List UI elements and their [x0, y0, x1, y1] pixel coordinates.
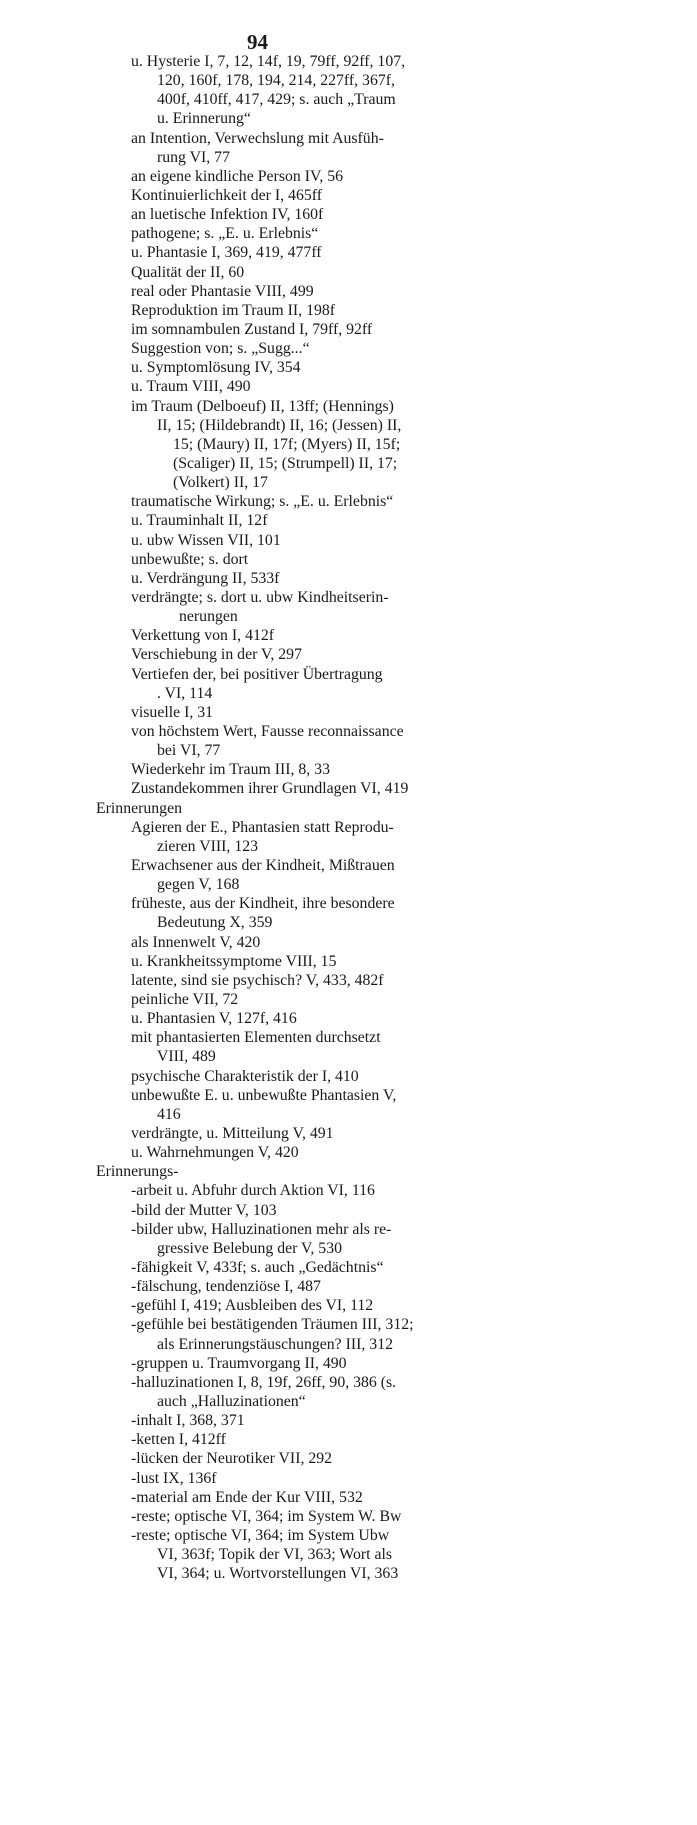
index-line: Wiederkehr im Traum III, 8, 33: [131, 761, 330, 778]
index-line: -reste; optische VI, 364; im System W. Bw: [131, 1508, 402, 1525]
index-line: gegen V, 168: [157, 876, 240, 893]
index-line: 15; (Maury) II, 17f; (Myers) II, 15f;: [173, 436, 401, 453]
index-line: u. Krankheitssymptome VIII, 15: [131, 953, 337, 970]
index-line: u. Erinnerung“: [157, 110, 251, 127]
index-line: gressive Belebung der V, 530: [157, 1240, 343, 1257]
index-line: . VI, 114: [157, 685, 213, 702]
index-line: -ketten I, 412ff: [131, 1431, 226, 1448]
index-line: Agieren der E., Phantasien statt Reprodu-: [131, 819, 394, 836]
index-line: im Traum (Delboeuf) II, 13ff; (Hennings): [131, 398, 394, 415]
index-line: u. Traum VIII, 490: [131, 378, 251, 395]
index-line: VIII, 489: [157, 1048, 216, 1065]
index-line: zieren VIII, 123: [157, 838, 259, 855]
index-line: als Erinnerungstäuschungen? III, 312: [157, 1336, 394, 1353]
index-line: pathogene; s. „E. u. Erlebnis“: [131, 225, 319, 242]
index-line: Bedeutung X, 359: [157, 914, 273, 931]
index-line: (Volkert) II, 17: [173, 474, 268, 491]
index-line: peinliche VII, 72: [131, 991, 239, 1008]
index-line: Zustandekommen ihrer Grundlagen VI, 419: [131, 780, 409, 797]
index-line: -fälschung, tendenziöse I, 487: [131, 1278, 321, 1295]
index-line: -lücken der Neurotiker VII, 292: [131, 1450, 333, 1467]
index-line: u. Symptomlösung IV, 354: [131, 359, 301, 376]
index-line: -lust IX, 136f: [131, 1470, 217, 1487]
index-line: u. Wahrnehmungen V, 420: [131, 1144, 299, 1161]
index-line: u. Phantasie I, 369, 419, 477ff: [131, 244, 322, 261]
index-line: u. Hysterie I, 7, 12, 14f, 19, 79ff, 92ff, 107,: [131, 53, 406, 70]
index-line: -gruppen u. Traumvorgang II, 490: [131, 1355, 347, 1372]
index-line: an luetische Infektion IV, 160f: [131, 206, 324, 223]
index-line: latente, sind sie psychisch? V, 433, 482f: [131, 972, 384, 989]
index-line: 416: [157, 1106, 181, 1123]
index-line: an Intention, Verwechslung mit Ausfüh-: [131, 130, 384, 147]
index-line: im somnambulen Zustand I, 79ff, 92ff: [131, 321, 373, 338]
index-line: -inhalt I, 368, 371: [131, 1412, 245, 1429]
index-line: -gefühl I, 419; Ausbleiben des VI, 112: [131, 1297, 374, 1314]
index-line: -halluzinationen I, 8, 19f, 26ff, 90, 386 (s.: [131, 1374, 397, 1391]
index-line: mit phantasierten Elementen durchsetzt: [131, 1029, 381, 1046]
index-line: Vertiefen der, bei positiver Übertragung: [131, 666, 383, 683]
index-line: -bilder ubw, Halluzinationen mehr als re-: [131, 1221, 392, 1238]
index-line: Suggestion von; s. „Sugg...“: [131, 340, 310, 357]
index-line: u. Trauminhalt II, 12f: [131, 512, 268, 529]
index-line: nerungen: [179, 608, 238, 625]
index-line: als Innenwelt V, 420: [131, 934, 261, 951]
index-line: VI, 364; u. Wortvorstellungen VI, 363: [157, 1565, 399, 1582]
index-line: -arbeit u. Abfuhr durch Aktion VI, 116: [131, 1182, 375, 1199]
index-line: -material am Ende der Kur VIII, 532: [131, 1489, 363, 1506]
index-line: u. Phantasien V, 127f, 416: [131, 1010, 297, 1027]
index-line: VI, 363f; Topik der VI, 363; Wort als: [157, 1546, 392, 1563]
index-line: -fähigkeit V, 433f; s. auch „Gedächtnis“: [131, 1259, 384, 1276]
index-line: Erinnerungs-: [96, 1163, 179, 1180]
index-line: auch „Halluzinationen“: [157, 1393, 306, 1410]
index-line: Erwachsener aus der Kindheit, Mißtrauen: [131, 857, 395, 874]
index-line: real oder Phantasie VIII, 499: [131, 283, 314, 300]
index-line: II, 15; (Hildebrandt) II, 16; (Jessen) II,: [157, 417, 402, 434]
index-line: unbewußte; s. dort: [131, 551, 249, 568]
index-line: Qualität der II, 60: [131, 264, 245, 281]
index-line: rung VI, 77: [157, 149, 230, 166]
index-line: bei VI, 77: [157, 742, 221, 759]
index-line: 120, 160f, 178, 194, 214, 227ff, 367f,: [157, 72, 395, 89]
page-number: 94: [247, 30, 268, 54]
index-line: traumatische Wirkung; s. „E. u. Erlebnis“: [131, 493, 394, 510]
index-line: Reproduktion im Traum II, 198f: [131, 302, 336, 319]
index-line: 400f, 410ff, 417, 429; s. auch „Traum: [157, 91, 396, 108]
index-line: früheste, aus der Kindheit, ihre besondere: [131, 895, 395, 912]
index-line: Verkettung von I, 412f: [131, 627, 275, 644]
index-line: Erinnerungen: [96, 800, 182, 817]
index-line: Kontinuierlichkeit der I, 465ff: [131, 187, 322, 204]
index-line: -gefühle bei bestätigenden Träumen III, 312;: [131, 1316, 414, 1333]
index-line: verdrängte; s. dort u. ubw Kindheitserin-: [131, 589, 389, 606]
index-line: -reste; optische VI, 364; im System Ubw: [131, 1527, 390, 1544]
index-line: von höchstem Wert, Fausse reconnaissance: [131, 723, 404, 740]
index-line: u. Verdrängung II, 533f: [131, 570, 280, 587]
index-line: -bild der Mutter V, 103: [131, 1202, 277, 1219]
index-line: (Scaliger) II, 15; (Strumpell) II, 17;: [173, 455, 398, 472]
index-line: Verschiebung in der V, 297: [131, 646, 302, 663]
index-line: psychische Charakteristik der I, 410: [131, 1068, 359, 1085]
index-line: an eigene kindliche Person IV, 56: [131, 168, 344, 185]
index-line: visuelle I, 31: [131, 704, 214, 721]
index-line: unbewußte E. u. unbewußte Phantasien V,: [131, 1087, 397, 1104]
index-line: verdrängte, u. Mitteilung V, 491: [131, 1125, 334, 1142]
index-line: u. ubw Wissen VII, 101: [131, 532, 281, 549]
